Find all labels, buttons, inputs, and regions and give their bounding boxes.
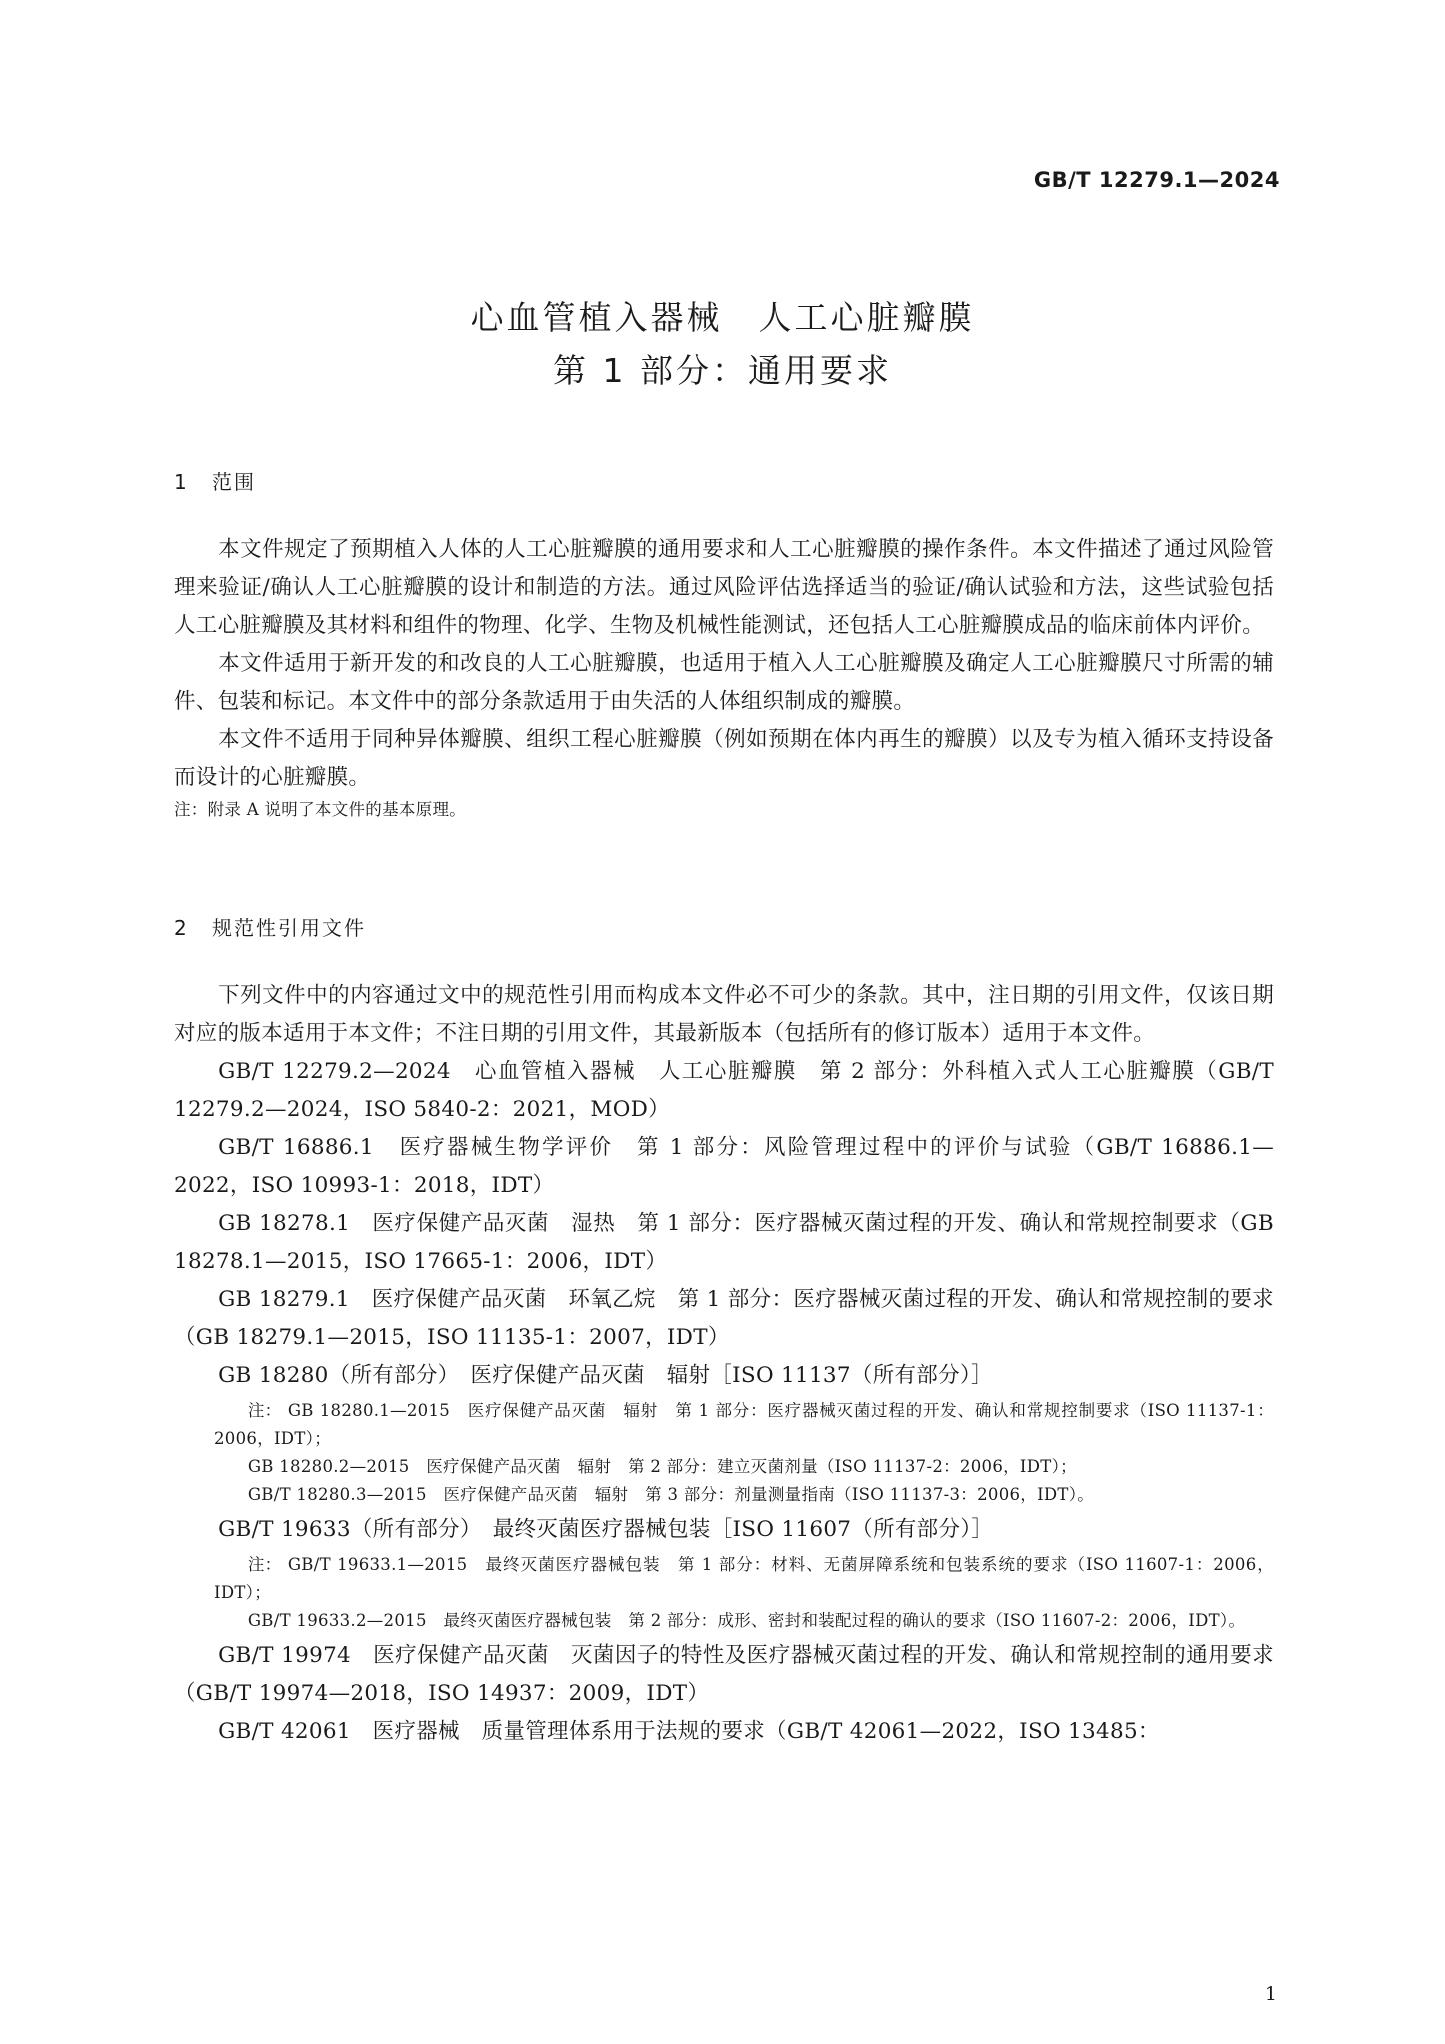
reference-entry: GB/T 16886.1 医疗器械生物学评价 第 1 部分：风险管理过程中的评价与试验（GB/T 16886.1—2022，ISO 10993-1：2018，IDT） — [174, 1135, 1274, 1198]
document-title-line1: 心血管植入器械 人工心脏瓣膜 — [470, 298, 975, 337]
reference-entry: GB/T 19633（所有部分） 最终灭菌医疗器械包装［ISO 11607（所有部分）］ — [218, 1517, 994, 1542]
section-1-note: 注：附录 A 说明了本文件的基本原理。 — [174, 800, 467, 819]
section-2-body — [174, 977, 1274, 1751]
reference-entry: GB 18279.1 医疗保健产品灭菌 环氧乙烷 第 1 部分：医疗器械灭菌过程的开发、确认和常规控制的要求（GB 18279.1—2015，ISO 11135-1：2007，IDT） — [174, 1287, 1274, 1350]
reference-note-line: 注： GB 18280.1—2015 医疗保健产品灭菌 辐射 第 1 部分：医疗器械灭菌过程的开发、确认和常规控制要求（ISO 11137-1：2006，IDT）； — [174, 1397, 1274, 1453]
section-1-paragraph: 本文件适用于新开发的和改良的人工心脏瓣膜，也适用于植入人工心脏瓣膜及确定人工心脏瓣膜尺寸所需的辅件、包装和标记。本文件中的部分条款适用于由失活的人体组织制成的瓣膜。 — [174, 651, 1274, 714]
standard-code: GB/T 12279.1—2024 — [1033, 168, 1280, 192]
section-1-paragraph: 本文件不适用于同种异体瓣膜、组织工程心脏瓣膜（例如预期在体内再生的瓣膜）以及专为植入循环支持设备而设计的心脏瓣膜。 — [174, 727, 1274, 790]
reference-note-line: GB/T 18280.3—2015 医疗保健产品灭菌 辐射 第 3 部分：剂量测量指南（ISO 11137-3：2006，IDT）。 — [247, 1485, 1095, 1504]
section-2-title: 规范性引用文件 — [212, 916, 366, 940]
section-2-heading — [174, 912, 366, 941]
reference-note-line: GB/T 19633.2—2015 最终灭菌医疗器械包装 第 2 部分：成形、密封和装配过程的确认的要求（ISO 11607-2：2006，IDT）。 — [247, 1611, 1246, 1630]
reference-note-line: 注： GB/T 19633.1—2015 最终灭菌医疗器械包装 第 1 部分：材料、无菌屏障系统和包装系统的要求（ISO 11607-1：2006，IDT）； — [174, 1551, 1274, 1607]
section-1-heading — [174, 466, 256, 495]
section-1-body — [174, 531, 1274, 826]
section-1-paragraph: 本文件规定了预期植入人体的人工心脏瓣膜的通用要求和人工心脏瓣膜的操作条件。本文件描述了通过风险管理来验证/确认人工心脏瓣膜的设计和制造的方法。通过风险评估选择适当的验证/确认试验和方法，这些试验包括人工心脏瓣膜及其材料和组件的物理、化学、生物及机械性能测试，还包括人工心脏瓣膜成品的临床前体内评价。 — [174, 537, 1274, 638]
reference-entry: GB/T 42061 医疗器械 质量管理体系用于法规的要求（GB/T 42061—2022，ISO 13485： — [218, 1719, 1160, 1744]
note-label: 注： — [247, 1401, 282, 1420]
reference-entry: GB 18280（所有部分） 医疗保健产品灭菌 辐射［ISO 11137（所有部分）］ — [218, 1363, 993, 1388]
reference-entry: GB/T 19974 医疗保健产品灭菌 灭菌因子的特性及医疗器械灭菌过程的开发、确认和常规控制的通用要求（GB/T 19974—2018，ISO 14937：2009，IDT） — [174, 1643, 1274, 1706]
reference-note — [174, 1397, 1274, 1509]
section-1-title: 范围 — [212, 470, 256, 494]
reference-entry: GB 18278.1 医疗保健产品灭菌 湿热 第 1 部分：医疗器械灭菌过程的开发、确认和常规控制要求（GB 18278.1—2015，ISO 17665-1：2006，IDT） — [174, 1211, 1274, 1274]
reference-note-line: GB 18280.2—2015 医疗保健产品灭菌 辐射 第 2 部分：建立灭菌剂量（ISO 11137-2：2006，IDT）； — [247, 1457, 1077, 1476]
note-label: 注： — [247, 1555, 282, 1574]
section-2-intro: 下列文件中的内容通过文中的规范性引用而构成本文件必不可少的条款。其中，注日期的引用文件，仅该日期对应的版本适用于本文件；不注日期的引用文件，其最新版本（包括所有的修订版本）适用于本文件。 — [174, 983, 1274, 1046]
document-title-line2: 第 1 部分：通用要求 — [553, 351, 892, 390]
reference-entry: GB/T 12279.2—2024 心血管植入器械 人工心脏瓣膜 第 2 部分：外科植入式人工心脏瓣膜（GB/T 12279.2—2024，ISO 5840-2：2021，MOD） — [174, 1059, 1274, 1122]
section-1-number: 1 — [174, 470, 189, 494]
page-number: 1 — [1264, 1983, 1277, 2005]
section-2-number: 2 — [174, 916, 189, 940]
reference-note — [174, 1551, 1274, 1635]
